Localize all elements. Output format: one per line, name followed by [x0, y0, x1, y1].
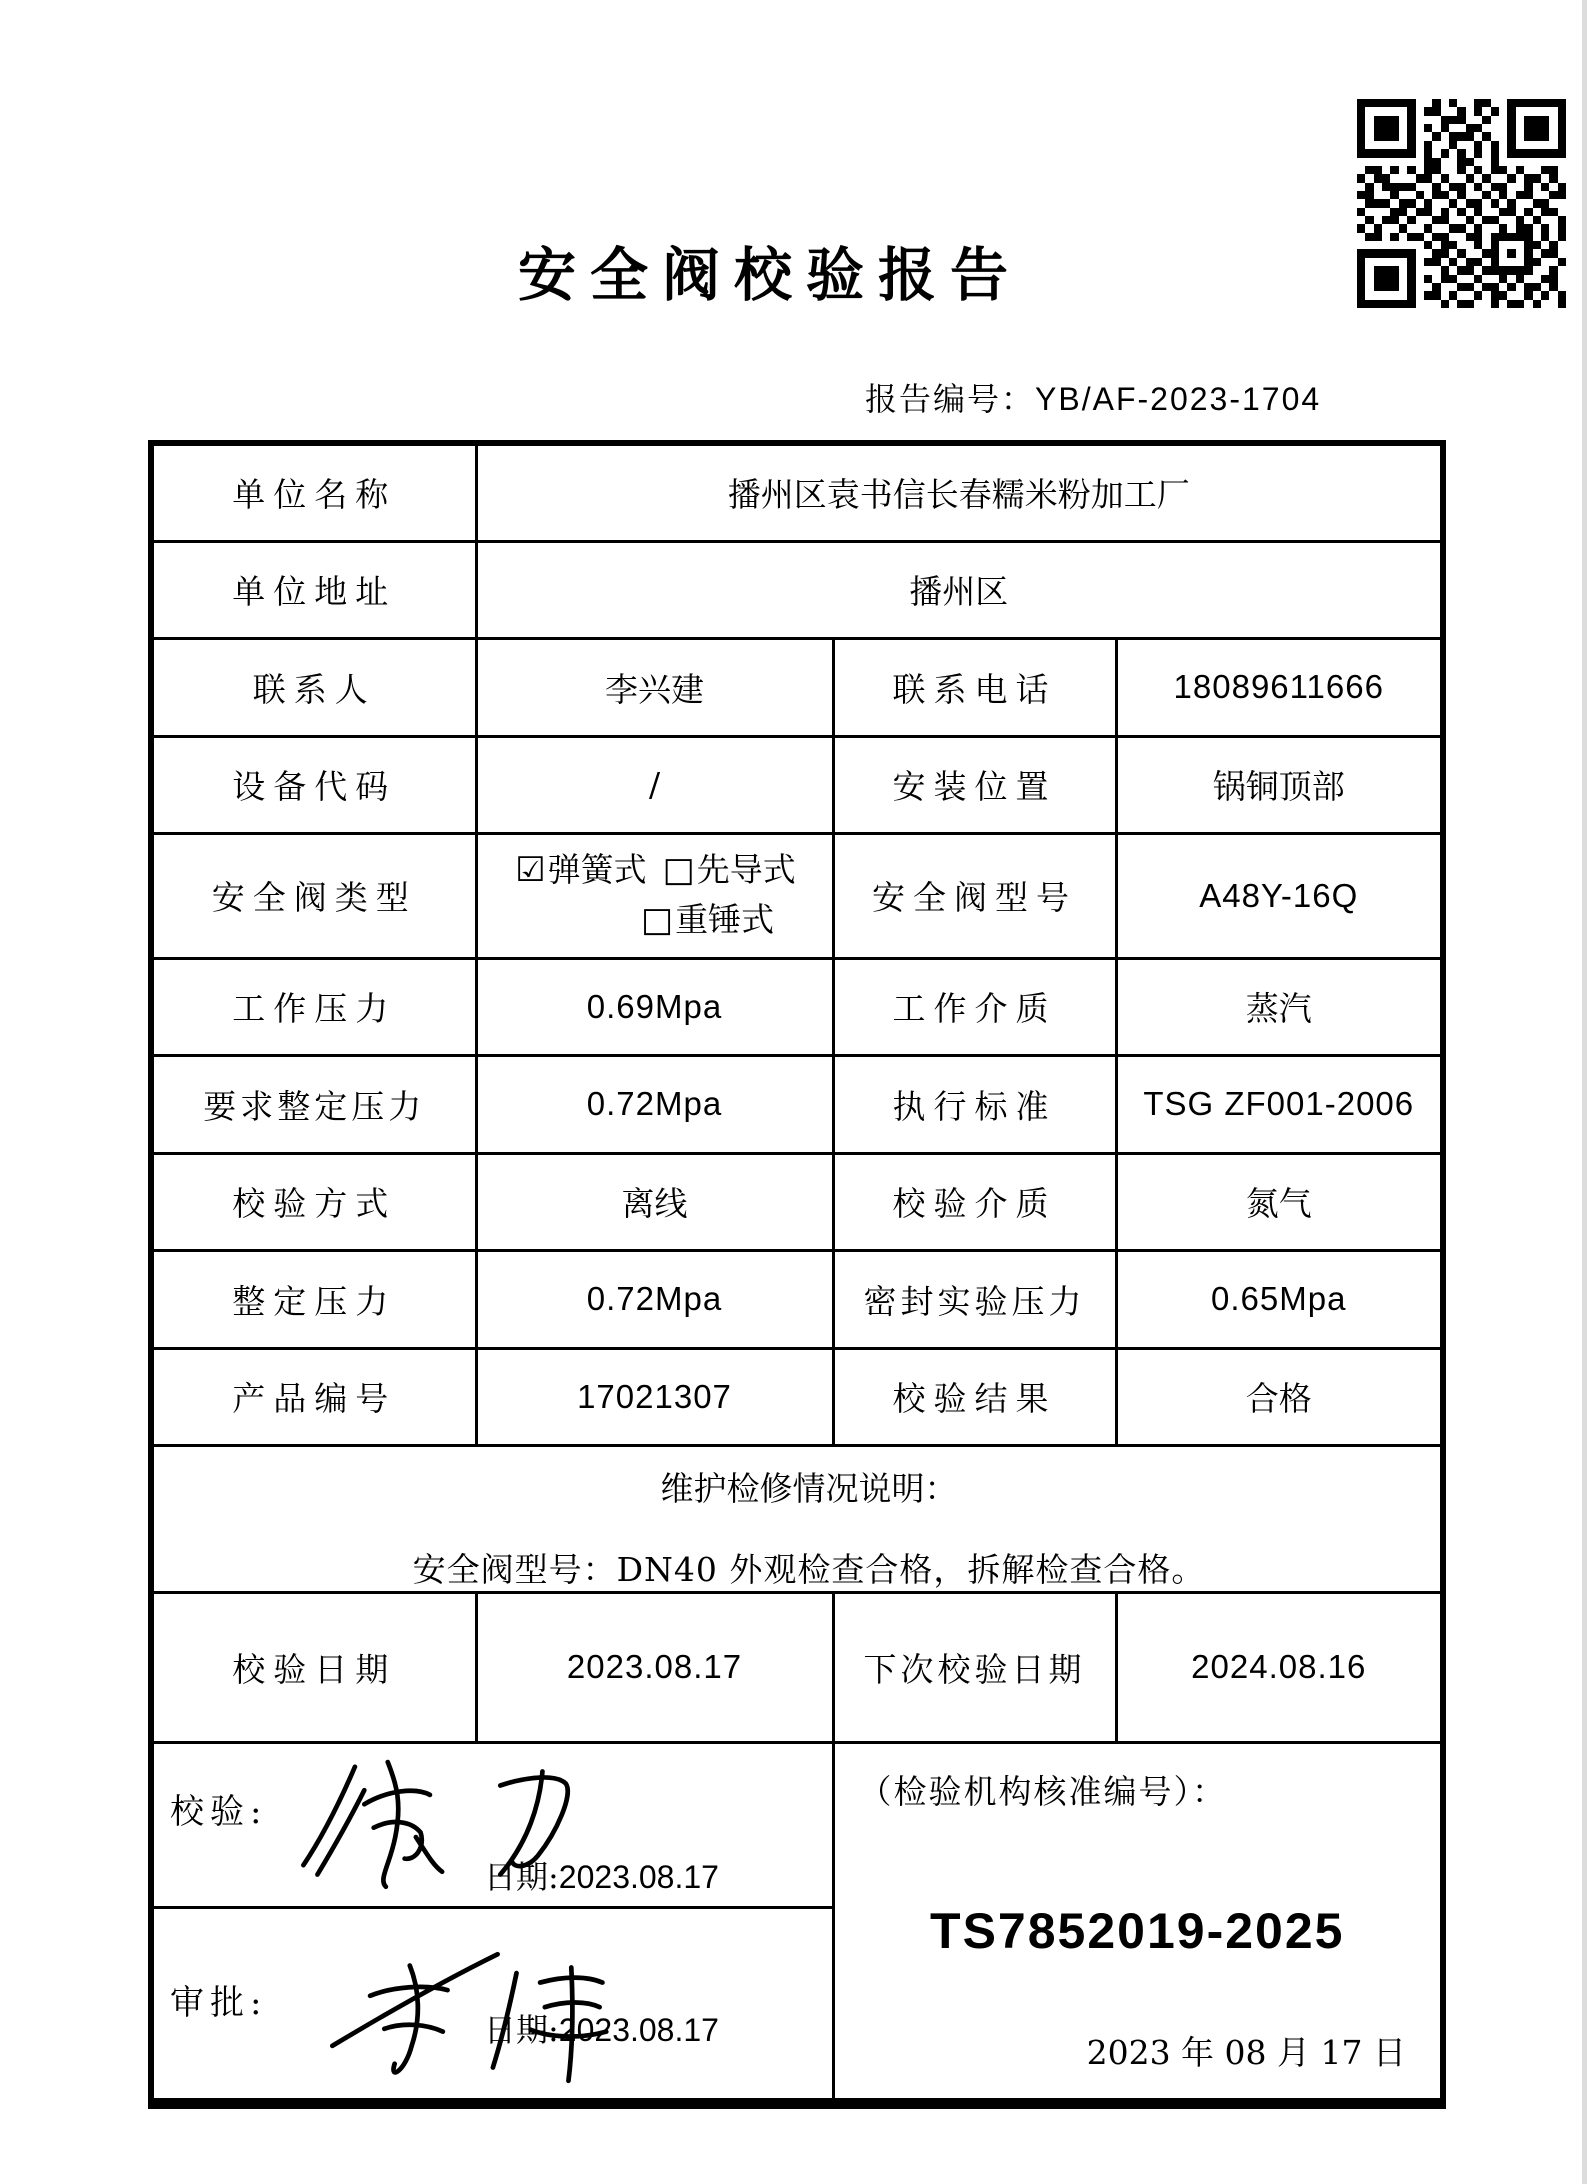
- valve-model-label: 安全阀型号: [833, 833, 1116, 958]
- verifier-date-label: 日期:: [484, 1857, 559, 1896]
- valve-model-value: A48Y-16Q: [1116, 833, 1443, 958]
- verifier-cell: [151, 1742, 833, 1907]
- install-pos-label: 安装位置: [833, 736, 1116, 833]
- org-approval-label: （检验机构核准编号）：: [858, 1771, 1227, 1811]
- org-approval-cell: [833, 1742, 1443, 2103]
- work-medium-label: 工作介质: [833, 958, 1116, 1055]
- unit-name-value: 播州区袁书信长春糯米粉加工厂: [476, 443, 1443, 541]
- calib-result-value: 合格: [1116, 1348, 1443, 1445]
- unit-name-label: 单位名称: [151, 443, 476, 541]
- required-set-pressure-value: 0.72Mpa: [476, 1055, 833, 1153]
- phone-label: 联系电话: [833, 638, 1116, 736]
- contact-value: 李兴建: [476, 638, 833, 736]
- valve-type-line1: [496, 846, 832, 895]
- row-maintenance: [151, 1445, 1443, 1592]
- maintenance-section: [151, 1445, 1443, 1592]
- valve-type-label: 安全阀类型: [151, 833, 476, 958]
- next-calib-date-value: 2024.08.16: [1116, 1592, 1443, 1742]
- report-number-value: YB/AF-2023-1704: [1035, 381, 1322, 417]
- calib-method-value: 离线: [476, 1153, 833, 1250]
- calib-date-value: 2023.08.17: [476, 1592, 833, 1742]
- maintenance-note: 安全阀型号：DN40 外观检查合格，拆解检查合格。: [412, 1549, 1206, 1589]
- row-required-set-pressure: [151, 1055, 1443, 1153]
- calib-result-label: 校验结果: [833, 1348, 1116, 1445]
- set-pressure-label: 整定压力: [151, 1250, 476, 1348]
- row-calib-date: [151, 1592, 1443, 1742]
- approver-date-value: 2023.08.17: [558, 2011, 719, 2048]
- verifier-label: 校验:: [170, 1791, 268, 1832]
- row-calib-method: [151, 1153, 1443, 1250]
- product-no-label: 产品编号: [151, 1348, 476, 1445]
- row-device: [151, 736, 1443, 833]
- row-work-pressure: [151, 958, 1443, 1055]
- product-no-value: 17021307: [476, 1348, 833, 1445]
- maintenance-title: 维护检修情况说明：: [660, 1468, 958, 1508]
- required-set-pressure-label: 要求整定压力: [151, 1055, 476, 1153]
- approver-label: 审批:: [170, 1982, 268, 2023]
- install-pos-value: 锅铜顶部: [1116, 736, 1443, 833]
- phone-value: 18089611666: [1116, 638, 1443, 736]
- checkbox-weight-icon: □: [640, 899, 674, 940]
- work-medium-value: 蒸汽: [1116, 958, 1443, 1055]
- option-weight: [641, 900, 774, 939]
- next-calib-date-label: 下次校验日期: [833, 1592, 1116, 1742]
- calib-date-label: 校验日期: [151, 1592, 476, 1742]
- calib-method-label: 校验方式: [151, 1153, 476, 1250]
- valve-type-line2: [496, 896, 832, 945]
- calib-medium-label: 校验介质: [833, 1153, 1116, 1250]
- calib-medium-value: 氮气: [1116, 1153, 1443, 1250]
- option-pilot-label: 先导式: [696, 850, 796, 890]
- report-number: [865, 374, 1321, 420]
- approver-date: [484, 2005, 719, 2051]
- page-title: 安全阀校验报告: [517, 241, 1022, 309]
- row-valve-type: [151, 833, 1443, 958]
- option-spring: [515, 850, 646, 889]
- row-unit-addr: [151, 541, 1443, 638]
- option-weight-label: 重锤式: [675, 899, 775, 939]
- option-spring-label: 弹簧式: [547, 850, 647, 890]
- row-unit-name: [151, 443, 1443, 541]
- row-verifier: [151, 1742, 1443, 1907]
- row-product-no: [151, 1348, 1443, 1445]
- verifier-date-value: 2023.08.17: [558, 1858, 719, 1895]
- row-contact: [151, 638, 1443, 736]
- checkbox-spring-checked-icon: ☑: [515, 850, 546, 891]
- org-approval-number: TS7852019-2025: [930, 1902, 1345, 1959]
- option-pilot: [663, 850, 796, 889]
- seal-test-pressure-value: 0.65Mpa: [1116, 1250, 1443, 1348]
- seal-test-pressure-label: 密封实验压力: [833, 1250, 1116, 1348]
- page-right-edge: [1582, 0, 1587, 2184]
- approver-date-label: 日期:: [484, 2010, 559, 2049]
- approver-cell: [151, 1907, 833, 2103]
- device-code-value: /: [476, 736, 833, 833]
- standard-label: 执行标准: [833, 1055, 1116, 1153]
- report-number-label: 报告编号：: [865, 380, 1036, 418]
- standard-value: TSG ZF001-2006: [1116, 1055, 1443, 1153]
- device-code-label: 设备代码: [151, 736, 476, 833]
- report-table: [148, 440, 1446, 2109]
- row-set-pressure: [151, 1250, 1443, 1348]
- org-date: 2023 年 08 月 17 日: [1086, 2032, 1406, 2072]
- work-pressure-label: 工作压力: [151, 958, 476, 1055]
- valve-type-options: [476, 833, 833, 958]
- contact-label: 联系人: [151, 638, 476, 736]
- checkbox-pilot-icon: □: [662, 850, 695, 891]
- unit-addr-label: 单位地址: [151, 541, 476, 638]
- work-pressure-value: 0.69Mpa: [476, 958, 833, 1055]
- set-pressure-value: 0.72Mpa: [476, 1250, 833, 1348]
- verifier-date: [484, 1852, 719, 1898]
- unit-addr-value: 播州区: [476, 541, 1443, 638]
